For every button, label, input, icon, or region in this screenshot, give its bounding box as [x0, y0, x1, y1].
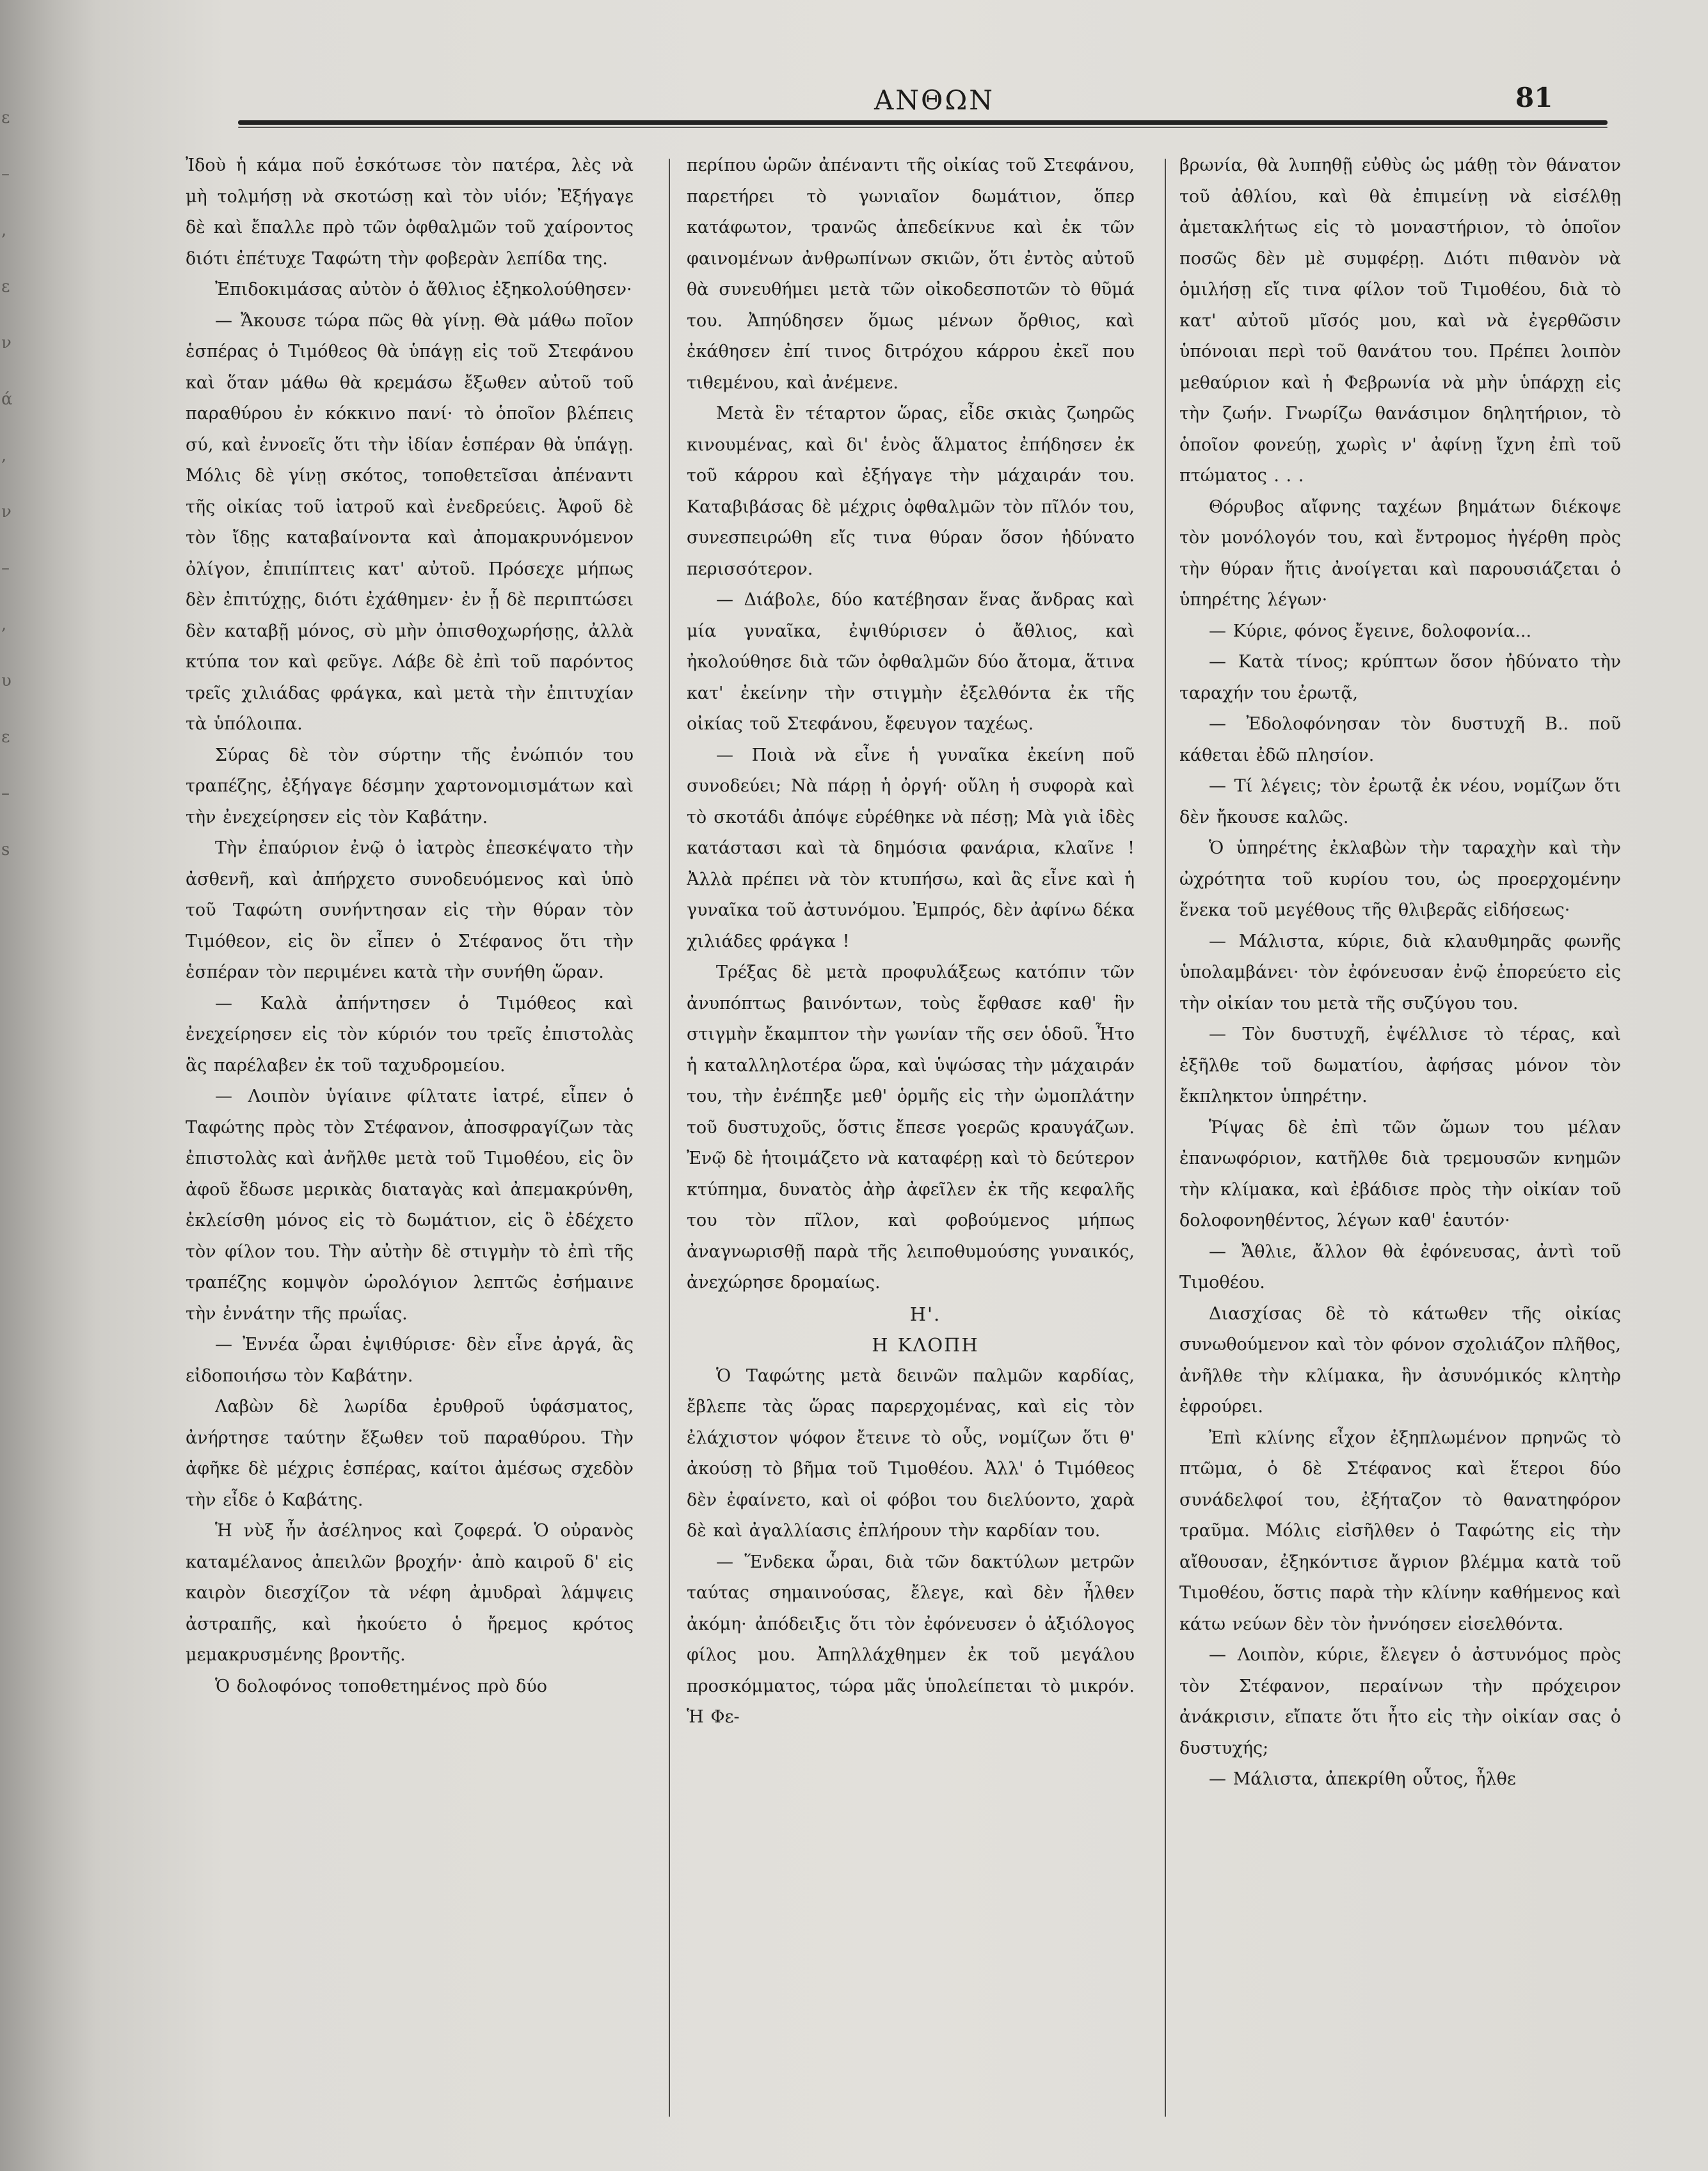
- paragraph: Ἰδοὺ ἡ κάμα ποῦ ἐσκότωσε τὸν πατέρα, λὲς νὰ μὴ τολμήσῃ νὰ σκοτώσῃ καὶ τὸν υἱόν; Ἐξήγαγε δὲ καὶ ἔπαλλε πρὸ τῶν ὀφθαλμῶν τοῦ χαίροντος διότι ἐπέτυχε Ταφώτη τὴν φοβερὰν λεπίδα της.: [186, 155, 634, 269]
- paragraph: Μετὰ ἓν τέταρτον ὥρας, εἶδε σκιὰς ζωηρῶς κινουμένας, καὶ δι' ἑνὸς ἅλματος ἐπήδησεν ἐκ τοῦ κάρρου καὶ ἐξήγαγε τὴν μάχαιράν του. Καταβιβάσας δὲ μέχρις ὀφθαλμῶν τὸν πῖλόν του, συνεσπειρώθη εἴς τινα θύραν ὅσον ἠδύνατο περισσότερον.: [687, 404, 1135, 579]
- paragraph: Ὁ δολοφόνος τοποθετημένος πρὸ δύο: [215, 1676, 548, 1696]
- edge-mark: ,: [1, 221, 7, 240]
- paragraph: Ἐπὶ κλίνης εἶχον ἐξηπλωμένον πρηνῶς τὸ πτῶμα, ὁ δὲ Στέφανος καὶ ἕτεροι δύο συνάδελφοί του, ἐξήταζον τὸ θανατηφόρον τραῦμα. Μόλις εἰσῆλθεν ὁ Ταφώτης εἰς τὴν αἴθουσαν, ἐξηκόντισε ἄγριον βλέμμα κατὰ τοῦ Τιμοθέου, ὅστις παρὰ τὴν κλίνην καθήμενος καὶ κάτω νεύων δὲν τὸν ἠννόησεν εἰσελθόντα.: [1179, 1427, 1621, 1634]
- edge-mark: s: [1, 840, 10, 859]
- edge-mark: ε: [1, 277, 10, 296]
- paragraph: — Τί λέγεις; τὸν ἐρωτᾷ ἐκ νέου, νομίζων ὅτι δὲν ἤκουσε καλῶς.: [1179, 776, 1621, 827]
- paragraph: Ῥίψας δὲ ἐπὶ τῶν ὤμων του μέλαν ἐπανωφόριον, κατῆλθε διὰ τρεμουσῶν κνημῶν τὴν κλίμακα, καὶ ἐβάδισε πρὸς τὴν οἰκίαν τοῦ δολοφονηθέντος, λέγων καθ' ἑαυτόν·: [1179, 1117, 1621, 1230]
- facing-page-edge-text: [1, 90, 27, 878]
- paragraph: — Κύριε, φόνος ἔγεινε, δολοφονία...: [1209, 621, 1532, 641]
- paragraph: Ἡ νὺξ ἦν ἀσέληνος καὶ ζοφερά. Ὁ οὐρανὸς καταμέλανος ἀπειλῶν βροχήν· ἀπὸ καιροῦ δ' εἰς καιρὸν διεσχίζον τὰ νέφη ἀμυδραὶ λάμψεις ἀστραπῆς, καὶ ἠκούετο ὁ ἤρεμος κρότος μεμακρυσμένης βροντῆς.: [186, 1521, 634, 1665]
- paragraph: Ὁ Ταφώτης μετὰ δεινῶν παλμῶν καρδίας, ἔβλεπε τὰς ὥρας παρερχομένας, καὶ εἰς τὸν ἐλάχιστον ψόφον ἔτεινε τὸ οὖς, νομίζων ὅτι θ' ἀκούσῃ τὸ βῆμα τοῦ Τιμοθέου. Ἀλλ' ὁ Τιμόθεος δὲν ἐφαίνετο, καὶ οἱ φόβοι του διελύοντο, χαρὰ δὲ καὶ ἀγαλλίασις ἐπλήρουν τὴν καρδίαν του.: [687, 1365, 1135, 1541]
- paragraph: Ὁ ὑπηρέτης ἐκλαβὼν τὴν ταραχὴν καὶ τὴν ὠχρότητα τοῦ κυρίου του, ὡς προερχομένην ἕνεκα τοῦ μεγέθους τῆς θλιβερᾶς εἰδήσεως·: [1179, 838, 1621, 920]
- paragraph: Θόρυβος αἴφνης ταχέων βημάτων διέκοψε τὸν μονόλογόν του, καὶ ἔντρομος ἠγέρθη πρὸς τὴν θύραν ἥτις ἀνοίγεται καὶ παρουσιάζεται ὁ ὑπηρέτης λέγων·: [1179, 497, 1621, 610]
- edge-mark: ,: [1, 615, 7, 634]
- paragraph: — Ἕνδεκα ὧραι, διὰ τῶν δακτύλων μετρῶν ταύτας σημαινούσας, ἔλεγε, καὶ δὲν ἦλθεν ἀκόμη· ἀπόδειξις ὅτι τὸν ἐφόνευσεν ὁ ἀξιόλογος φίλος μου. Ἀπηλλάχθημεν ἐκ τοῦ μεγάλου προσκόμματος, τώρα μᾶς ὑπολείπεται τὸ μικρόν. Ἡ Φε-: [687, 1552, 1135, 1727]
- header-rule: [238, 120, 1608, 125]
- column-divider: [669, 159, 670, 2117]
- paragraph: — Τὸν δυστυχῆ, ἐψέλλισε τὸ τέρας, καὶ ἐξῆλθε τοῦ δωματίου, ἀφήσας μόνον τὸν ἔκπληκτον ὑπηρέτην.: [1179, 1024, 1621, 1106]
- paragraph: Λαβὼν δὲ λωρίδα ἐρυθροῦ ὑφάσματος, ἀνήρτησε ταύτην ἔξωθεν τοῦ παραθύρου. Τὴν ἀφῆκε δὲ μέχρις ἑσπέρας, καίτοι ἀμέσως σχεδὸν τὴν εἶδε ὁ Καβάτης.: [186, 1397, 634, 1510]
- edge-mark: ά: [1, 390, 13, 409]
- chapter-title: Η ΚΛΟΠΗ: [872, 1334, 979, 1356]
- edge-mark: –: [1, 559, 10, 578]
- paragraph: βρωνία, θὰ λυπηθῇ εὐθὺς ὡς μάθῃ τὸν θάνατον τοῦ ἀθλίου, καὶ θὰ ἐπιμείνῃ νὰ εἰσέλθῃ ἀμετακλήτως εἰς τὸ μοναστήριον, τὸ ὁποῖον ποσῶς δὲν μὲ συμφέρῃ. Διότι πιθανὸν νὰ ὁμιλήσῃ εἴς τινα φίλον τοῦ Τιμοθέου, διὰ τὸ κατ' αὐτοῦ μῖσός μου, καὶ νὰ ἐγερθῶσιν ὑπόνοιαι περὶ τοῦ θανάτου του. Πρέπει λοιπὸν μεθαύριον καὶ ἡ Φεβρωνία νὰ μὴν ὑπάρχῃ εἰς τὴν ζωήν. Γνωρίζω θανάσιμον δηλητήριον, τὸ ὁποῖον φονεύῃ, χωρὶς ν' ἀφίνῃ ἴχνη ἐπὶ τοῦ πτώματος . . .: [1179, 155, 1621, 486]
- edge-mark: ,: [1, 446, 7, 465]
- paragraph: — Λοιπὸν, κύριε, ἔλεγεν ὁ ἀστυνόμος πρὸς τὸν Στέφανον, περαίνων τὴν πρόχειρον ἀνάκρισιν, εἴπατε ὅτι ἦτο εἰς τὴν οἰκίαν σας ὁ δυστυχής;: [1179, 1645, 1621, 1758]
- edge-mark: ν: [1, 502, 12, 521]
- paragraph: — Διάβολε, δύο κατέβησαν ἕνας ἄνδρας καὶ μία γυναῖκα, ἐψιθύρισεν ὁ ἄθλιος, καὶ ἠκολούθησε διὰ τῶν ὀφθαλμῶν δύο ἄτομα, ἅτινα κατ' ἐκείνην τὴν στιγμὴν ἐξελθόντα ἐκ τῆς οἰκίας τοῦ Στεφάνου, ἔφευγον ταχέως.: [687, 590, 1135, 734]
- paragraph: Ἐπιδοκιμάσας αὐτὸν ὁ ἄθλιος ἐξηκολούθησεν·: [215, 280, 632, 299]
- text-column-1: [186, 150, 634, 2121]
- paragraph: — Ἄκουσε τώρα πῶς θὰ γίνῃ. Θὰ μάθω ποῖον ἑσπέρας ὁ Τιμόθεος θὰ ὑπάγῃ εἰς τοῦ Στεφάνου καὶ ὅταν μάθω θὰ κρεμάσω ἔξωθεν αὐτοῦ τοῦ παραθύρου ἐν κόκκινο πανί· τὸ ὁποῖον βλέπεις σύ, καὶ ἐννοεῖς ὅτι τὴν ἰδίαν ἑσπέραν θὰ ὑπάγῃ. Μόλις δὲ γίνῃ σκότος, τοποθετεῖσαι ἀπέναντι τῆς οἰκίας τοῦ ἰατροῦ καὶ ἐνεδρεύεις. Ἀφοῦ δὲ τὸν ἴδῃς καταβαίνοντα καὶ ἀπομακρυνόμενον ὀλίγον, ἐπιπίπτεις κατ' αὐτοῦ. Πρόσεχε μήπως δὲν ἐπιτύχῃς, διότι ἐχάθημεν· ἐν ᾗ δὲ περιπτώσει δὲν καταβῇ μόνος, σὺ μὴν ὀπισθοχωρήσῃς, ἀλλὰ κτύπα τον καὶ φεῦγε. Λάβε δὲ ἐπὶ τοῦ παρόντος τρεῖς χιλιάδας φράγκα, καὶ μετὰ τὴν ἐπιτυχίαν τὰ ὑπόλοιπα.: [186, 310, 634, 734]
- paragraph: — Ἐδολοφόνησαν τὸν δυστυχῆ Β.. ποῦ κάθεται ἐδῶ πλησίον.: [1179, 714, 1621, 765]
- binding-margin: [0, 0, 96, 2171]
- paragraph: Σύρας δὲ τὸν σύρτην τῆς ἐνώπιόν του τραπέζης, ἐξήγαγε δέσμην χαρτονομισμάτων καὶ τὴν ἐνεχείρησεν εἰς τὸν Καβάτην.: [186, 745, 634, 827]
- paragraph: Διασχίσας δὲ τὸ κάτωθεν τῆς οἰκίας συνωθούμενον καὶ τὸν φόνον σχολιάζον πλῆθος, ἀνῆλθε τὴν κλίμακα, ἣν ἀσυνόμικός κλητὴρ ἐφρούρει.: [1179, 1303, 1621, 1417]
- running-title: ΑΝΘΩΝ: [874, 84, 995, 116]
- paragraph: — Καλὰ ἀπήντησεν ὁ Τιμόθεος καὶ ἐνεχείρησεν εἰς τὸν κύριόν του τρεῖς ἐπιστολὰς ἃς παρέλαβεν ἐκ τοῦ ταχυδρομείου.: [186, 993, 634, 1076]
- edge-mark: –: [1, 784, 10, 803]
- paragraph: — Ἄθλιε, ἄλλον θὰ ἐφόνευσας, ἀντὶ τοῦ Τιμοθέου.: [1179, 1241, 1621, 1292]
- page-number: 81: [1515, 82, 1553, 113]
- edge-mark: –: [1, 164, 10, 184]
- chapter-number: Η'.: [909, 1303, 941, 1325]
- paragraph: — Ἐννέα ὧραι ἐψιθύρισε· δὲν εἶνε ἀργά, ἃς εἰδοποιήσω τὸν Καβάτην.: [186, 1335, 634, 1386]
- edge-mark: ν: [1, 333, 12, 353]
- paragraph: — Ποιὰ νὰ εἶνε ἡ γυναῖκα ἐκείνη ποῦ συνοδεύει; Νὰ πάρῃ ἡ ὀργή· οὔλη ἡ συφορὰ καὶ τὸ σκοτάδι ἀπόψε εὑρέθηκε νὰ πέσῃ; Μὰ γιὰ ἰδὲς κατάστασι καὶ τὰ δημόσια φανάρια, κλαῖνε ! Ἀλλὰ πρέπει νὰ τὸν κτυπήσω, καὶ ἂς εἶνε καὶ ἡ γυναῖκα τοῦ ἀστυνόμου. Ἐμπρός, δὲν ἀφίνω δέκα χιλιάδες φράγκα !: [687, 745, 1135, 951]
- paragraph: περίπου ὡρῶν ἀπέναντι τῆς οἰκίας τοῦ Στεφάνου, παρετήρει τὸ γωνιαῖον δωμάτιον, ὅπερ κατάφωτον, τρανῶς ἀπεδείκνυε καὶ ἐκ τῶν φαινομένων ἀνθρωπίνων σκιῶν, ὅτι ἐντὸς αὐτοῦ θὰ συνευθήμει μετὰ τῶν οἰκοδεσποτῶν τὸ θῦμά του. Ἀπηύδησεν ὅμως μένων ὄρθιος, καὶ ἐκάθησεν ἐπί τινος διτρόχου κάρρου ἐκεῖ που τιθεμένου, καὶ ἀνέμενε.: [687, 155, 1135, 393]
- text-column-2: [687, 150, 1135, 2121]
- edge-mark: ε: [1, 728, 10, 747]
- edge-mark: υ: [1, 671, 12, 690]
- paragraph: — Μάλιστα, ἀπεκρίθη οὗτος, ἦλθε: [1209, 1769, 1516, 1789]
- paragraph: — Κατὰ τίνος; κρύπτων ὅσον ἠδύνατο τὴν ταραχήν του ἐρωτᾷ,: [1179, 652, 1621, 703]
- paragraph: — Λοιπὸν ὑγίαινε φίλτατε ἰατρέ, εἶπεν ὁ Ταφώτης πρὸς τὸν Στέφανον, ἀποσφραγίζων τὰς ἐπιστολὰς καὶ ἀνῆλθε μετὰ τοῦ Τιμοθέου, εἰς ὃν ἀφοῦ ἔδωσε μερικὰς διαταγὰς καὶ ἀπεμακρύνθη, ἐκλείσθη μόνος εἰς τὸ δωμάτιον, εἰς ὃ ἐδέχετο τὸν φίλον του. Τὴν αὐτὴν δὲ στιγμὴν τὸ ἐπὶ τῆς τραπέζης κομψὸν ὡρολόγιον λεπτῶς ἐσήμαινε τὴν ἐννάτην τῆς πρωΐας.: [186, 1086, 634, 1324]
- paragraph: Τὴν ἐπαύριον ἐνῷ ὁ ἰατρὸς ἐπεσκέψατο τὴν ἀσθενῆ, καὶ ἀπήρχετο συνοδευόμενος καὶ ὑπὸ τοῦ Ταφώτη συνήντησαν εἰς τὴν θύραν τὸν Τιμόθεον, εἰς ὃν εἶπεν ὁ Στέφανος ὅτι τὴν ἑσπέραν τὸν περιμένει κατὰ τὴν συνήθη ὥραν.: [186, 838, 634, 982]
- edge-mark: ε: [1, 108, 10, 127]
- column-divider: [1165, 159, 1166, 2117]
- paragraph: — Μάλιστα, κύριε, διὰ κλαυθμηρᾶς φωνῆς ὑπολαμβάνει· τὸν ἐφόνευσαν ἐνῷ ἐπορεύετο εἰς τὴν οἰκίαν του μετὰ τῆς συζύγου του.: [1179, 931, 1621, 1014]
- text-column-3: [1179, 150, 1621, 2121]
- header-rule-thin: [238, 127, 1608, 128]
- paragraph: Τρέξας δὲ μετὰ προφυλάξεως κατόπιν τῶν ἀνυπόπτως βαινόντων, τοὺς ἔφθασε καθ' ἣν στιγμὴν ἔκαμπτον τὴν γωνίαν τῆς σεν ὁδοῦ. Ἦτο ἡ καταλληλοτέρα ὥρα, καὶ ὑψώσας τὴν μάχαιράν του, τὴν ἐνέπηξε μεθ' ὁρμῆς εἰς τὴν ὠμοπλάτην τοῦ δυστυχοῦς, ὅστις ἔπεσε γοερῶς κραυγάζων. Ἐνῷ δὲ ἡτοιμάζετο νὰ καταφέρῃ καὶ τὸ δεύτερον κτύπημα, δυνατὸς ἀὴρ ἀφεῖλεν ἐκ τῆς κεφαλῆς του τὸν πῖλον, καὶ φοβούμενος μήπως ἀναγνωρισθῇ παρὰ τῆς λειποθυμούσης γυναικός, ἀνεχώρησε δρομαίως.: [687, 962, 1135, 1292]
